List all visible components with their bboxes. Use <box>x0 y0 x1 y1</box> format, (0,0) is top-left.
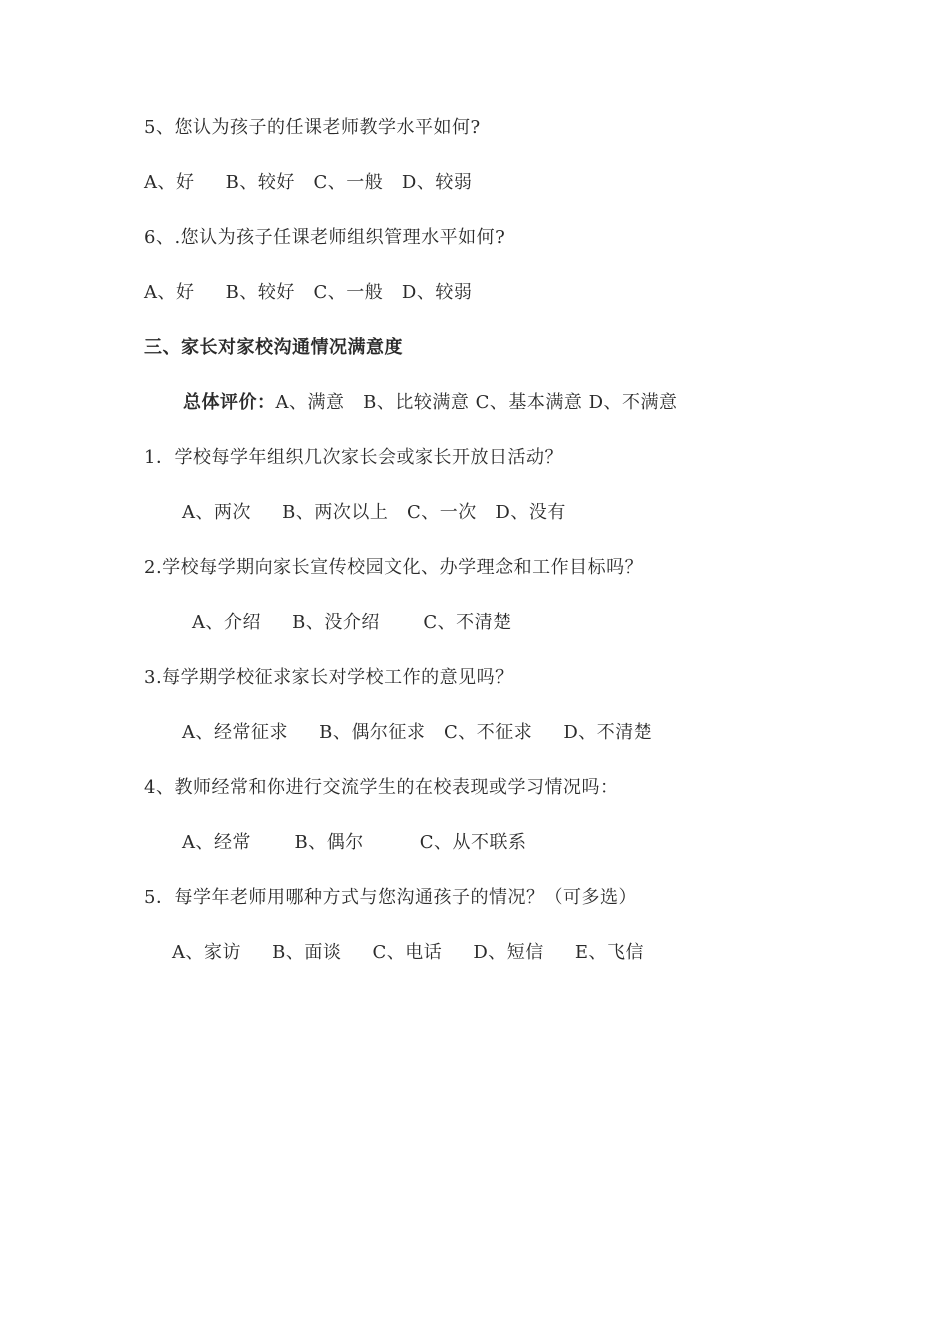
section-3-heading: 三、家长对家校沟通情况满意度 <box>144 337 403 358</box>
overall-rating-options: A、满意 B、比较满意 C、基本满意 D、不满意 <box>275 392 678 413</box>
section-3-question-1: 1．学校每学年组织几次家长会或家长开放日活动？ <box>144 447 563 468</box>
question-5: 5、您认为孩子的任课老师教学水平如何? <box>144 117 481 138</box>
section-3-question-3: 3.每学期学校征求家长对学校工作的意见吗？ <box>144 667 514 688</box>
section-3-question-2-options: A、介绍 B、没介绍 C、不清楚 <box>192 612 512 633</box>
section-3-question-4-options: A、经常 B、偶尔 C、从不联系 <box>182 832 527 853</box>
section-3-question-2: 2.学校每学期向家长宣传校园文化、办学理念和工作目标吗？ <box>144 557 644 578</box>
section-3-question-1-options: A、两次 B、两次以上 C、一次 D、没有 <box>182 502 566 523</box>
section-3-question-5-options: A、家访 B、面谈 C、电话 D、短信 E、飞信 <box>172 942 645 963</box>
section-3-question-3-options: A、经常征求 B、偶尔征求 C、不征求 D、不清楚 <box>182 722 653 743</box>
section-3-question-4: 4、教师经常和你进行交流学生的在校表现或学习情况吗： <box>144 777 619 798</box>
question-6: 6、.您认为孩子任课老师组织管理水平如何? <box>144 227 506 248</box>
section-3-question-5: 5．每学年老师用哪种方式与您沟通孩子的情况？（可多选） <box>144 887 637 908</box>
question-5-options: A、好 B、较好 C、一般 D、较弱 <box>144 172 473 193</box>
overall-rating-label: 总体评价： <box>183 392 276 413</box>
question-6-options: A、好 B、较好 C、一般 D、较弱 <box>144 282 473 303</box>
overall-rating <box>183 391 678 415</box>
